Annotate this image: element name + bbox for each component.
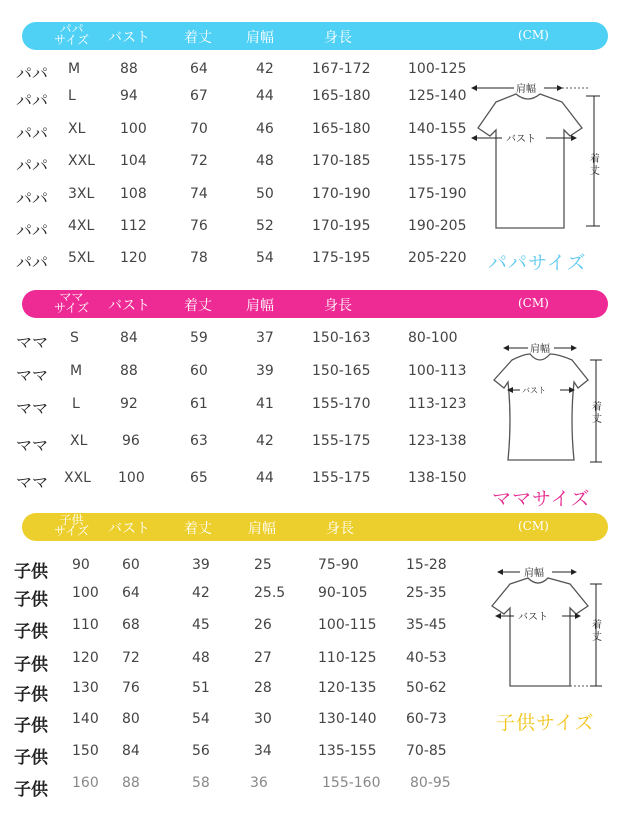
cell-weight: 80-100 [408,330,458,346]
cell-length: 59 [190,330,208,346]
cell-length: 74 [190,186,208,202]
cell-bust: 84 [122,743,140,759]
cell-weight: 175-190 [408,186,467,202]
cell-size: XXL [68,153,95,169]
cell-length: 64 [190,61,208,77]
cell-shoulder: 37 [256,330,274,346]
row-who: パパ [16,124,49,143]
cell-shoulder: 30 [254,711,272,727]
mama-diagram-length-bottom: 丈 [592,414,602,425]
cell-shoulder: 46 [256,121,274,137]
cell-length: 58 [192,775,210,791]
row-who: ママ [16,333,49,352]
table-row [0,585,470,609]
cell-size: 150 [72,743,99,759]
cell-weight: 138-150 [408,470,467,486]
cell-weight: 123-138 [408,433,467,449]
papa-header-height: 身長 [324,30,352,46]
cell-length: 63 [190,433,208,449]
row-who: 子供 [14,622,48,642]
kid-tshirt-diagram [478,562,614,692]
cell-bust: 88 [122,775,140,791]
cell-height: 75-90 [318,557,359,573]
cell-length: 48 [192,650,210,666]
cell-weight: 70-85 [406,743,447,759]
cell-length: 60 [190,363,208,379]
cell-height: 150-165 [312,363,371,379]
mama-header-bust: バスト [108,298,150,314]
cell-length: 56 [192,743,210,759]
kid-diagram-length-bottom: 丈 [592,632,602,643]
cell-weight: 50-62 [406,680,447,696]
row-who: パパ [16,253,49,272]
cell-bust: 94 [120,88,138,104]
table-row [0,680,470,704]
cell-bust: 80 [122,711,140,727]
row-who: ママ [16,399,49,418]
mama-header-length: 着丈 [184,298,212,314]
cell-size: L [72,396,80,412]
cell-shoulder: 48 [256,153,274,169]
table-row [0,743,470,767]
cell-length: 54 [192,711,210,727]
cell-weight: 113-123 [408,396,467,412]
cell-height: 130-140 [318,711,377,727]
row-who: パパ [16,156,49,175]
cell-shoulder: 34 [254,743,272,759]
cell-height: 155-175 [312,470,371,486]
cell-height: 120-135 [318,680,377,696]
cell-length: 70 [190,121,208,137]
cell-weight: 205-220 [408,250,467,266]
kid-header-bust: バスト [108,521,150,537]
cell-size: XL [68,121,86,137]
kid-size-label: 子供サイズ [496,712,595,734]
cell-height: 90-105 [318,585,368,601]
cell-height: 110-125 [318,650,377,666]
papa-diagram-length-bottom: 丈 [590,166,600,177]
cell-bust: 76 [122,680,140,696]
kid-header-size [54,515,89,537]
cell-length: 72 [190,153,208,169]
cell-height: 170-185 [312,153,371,169]
cell-shoulder: 25 [254,557,272,573]
cell-size: 140 [72,711,99,727]
cell-size: 3XL [68,186,95,202]
cell-shoulder: 44 [256,88,274,104]
cell-bust: 92 [120,396,138,412]
row-who: 子供 [14,748,48,768]
kid-header-height: 身長 [326,521,354,537]
row-who: パパ [16,91,49,110]
cell-shoulder: 52 [256,218,274,234]
cell-size: 120 [72,650,99,666]
cell-height: 165-180 [312,121,371,137]
mama-size-label: ママサイズ [492,488,591,510]
cell-size: XL [70,433,88,449]
cell-length: 42 [192,585,210,601]
papa-header-shoulder: 肩幅 [246,30,274,46]
mama-header-height: 身長 [324,298,352,314]
kid-diagram-length-top: 着 [592,620,602,631]
cell-size: 110 [72,617,99,633]
cell-size: S [70,330,79,346]
cell-shoulder: 50 [256,186,274,202]
cell-weight: 140-155 [408,121,467,137]
cell-length: 51 [192,680,210,696]
cell-weight: 25-35 [406,585,447,601]
cell-size: M [68,61,81,77]
papa-header-bust: バスト [108,30,150,46]
table-row [0,775,470,799]
cell-weight: 100-113 [408,363,467,379]
cell-height: 155-160 [322,775,381,791]
cell-length: 76 [190,218,208,234]
cell-weight: 125-140 [408,88,467,104]
cell-size: 160 [72,775,99,791]
cell-bust: 100 [120,121,147,137]
row-who: 子供 [14,562,48,582]
papa-header-cm: (CM) [518,28,549,42]
table-row [0,617,470,641]
cell-size: 4XL [68,218,95,234]
cell-height: 135-155 [318,743,377,759]
cell-weight: 190-205 [408,218,467,234]
kid-header-length: 着丈 [184,521,212,537]
cell-shoulder: 27 [254,650,272,666]
kid-diagram-bust: バスト [518,612,548,623]
table-row [0,711,470,735]
kid-header-size-bottom: サイズ [54,524,90,538]
mama-header-shoulder: 肩幅 [246,298,274,314]
kid-header-cm: (CM) [518,519,549,533]
cell-bust: 112 [120,218,147,234]
cell-bust: 120 [120,250,147,266]
mama-diagram-bust: バスト [522,386,546,395]
cell-height: 155-170 [312,396,371,412]
cell-height: 175-195 [312,250,371,266]
cell-length: 61 [190,396,208,412]
mama-diagram-length-top: 着 [592,402,602,413]
row-who: ママ [16,473,49,492]
papa-header-size-top: パパ [59,22,84,36]
cell-bust: 68 [122,617,140,633]
cell-length: 39 [192,557,210,573]
cell-bust: 88 [120,61,138,77]
cell-weight: 40-53 [406,650,447,666]
papa-diagram-bust: バスト [506,134,536,145]
cell-shoulder: 42 [256,433,274,449]
kid-header-shoulder: 肩幅 [248,521,276,537]
cell-weight: 15-28 [406,557,447,573]
table-row [0,650,470,674]
papa-header-length: 着丈 [184,30,212,46]
cell-weight: 35-45 [406,617,447,633]
row-who: 子供 [14,590,48,610]
cell-bust: 108 [120,186,147,202]
mama-header-size-top: ママ [59,290,84,304]
cell-weight: 100-125 [408,61,467,77]
cell-height: 167-172 [312,61,371,77]
cell-height: 170-195 [312,218,371,234]
row-who: パパ [16,64,49,83]
cell-shoulder: 25.5 [254,585,286,601]
cell-shoulder: 26 [254,617,272,633]
cell-length: 65 [190,470,208,486]
cell-height: 155-175 [312,433,371,449]
cell-weight: 80-95 [410,775,451,791]
papa-size-label: パパサイズ [488,252,587,274]
cell-size: 90 [72,557,90,573]
cell-height: 150-163 [312,330,371,346]
cell-bust: 100 [118,470,145,486]
row-who: 子供 [14,780,48,800]
cell-weight: 155-175 [408,153,467,169]
cell-bust: 60 [122,557,140,573]
cell-height: 165-180 [312,88,371,104]
row-who: パパ [16,221,49,240]
cell-shoulder: 28 [254,680,272,696]
cell-length: 78 [190,250,208,266]
cell-weight: 60-73 [406,711,447,727]
row-who: 子供 [14,685,48,705]
cell-size: 5XL [68,250,95,266]
cell-bust: 104 [120,153,147,169]
cell-bust: 84 [120,330,138,346]
papa-diagram-length-top: 着 [590,154,600,165]
cell-height: 170-190 [312,186,371,202]
cell-size: XXL [64,470,91,486]
mama-diagram-shoulder: 肩幅 [530,344,550,355]
papa-header-size-bottom: サイズ [54,33,90,47]
mama-header-size-bottom: サイズ [54,301,90,315]
cell-shoulder: 39 [256,363,274,379]
kid-header-size-top: 子供 [59,513,84,527]
cell-size: M [70,363,83,379]
cell-bust: 96 [122,433,140,449]
cell-shoulder: 41 [256,396,274,412]
kid-header-bar [22,513,608,541]
cell-bust: 88 [120,363,138,379]
cell-bust: 72 [122,650,140,666]
cell-size: 100 [72,585,99,601]
row-who: 子供 [14,716,48,736]
cell-bust: 64 [122,585,140,601]
cell-height: 100-115 [318,617,377,633]
table-row [0,557,470,581]
cell-size: 130 [72,680,99,696]
cell-shoulder: 54 [256,250,274,266]
row-who: ママ [16,366,49,385]
cell-shoulder: 36 [250,775,268,791]
row-who: パパ [16,189,49,208]
cell-shoulder: 42 [256,61,274,77]
cell-length: 45 [192,617,210,633]
cell-size: L [68,88,76,104]
cell-shoulder: 44 [256,470,274,486]
row-who: 子供 [14,655,48,675]
mama-header-cm: (CM) [518,296,549,310]
row-who: ママ [16,436,49,455]
papa-diagram-shoulder: 肩幅 [516,84,536,95]
kid-diagram-shoulder: 肩幅 [524,568,544,579]
cell-length: 67 [190,88,208,104]
